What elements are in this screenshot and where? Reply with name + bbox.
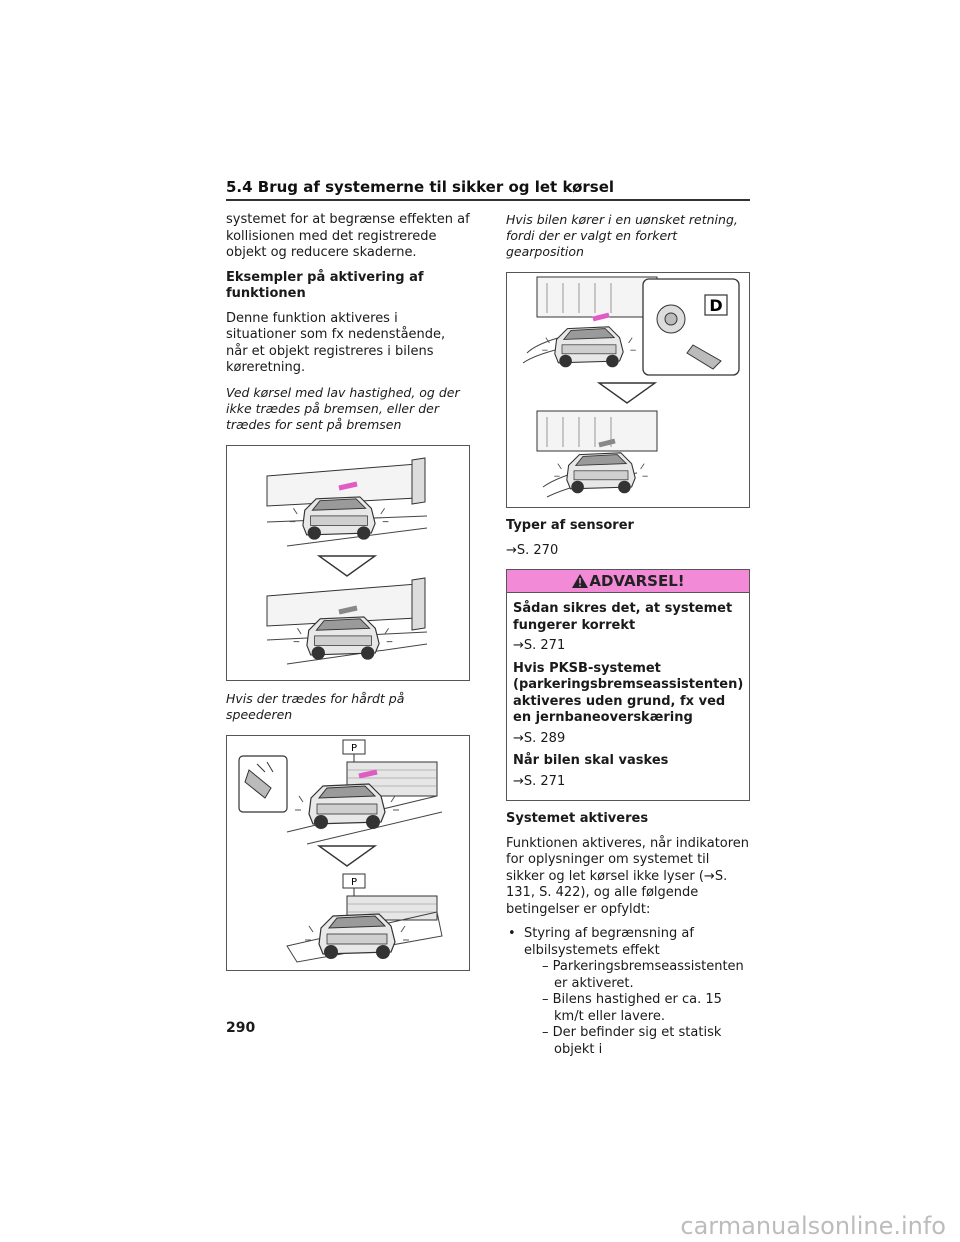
sub-conditions-list — [524, 959, 750, 1058]
illustration-wrong-gear — [506, 272, 750, 508]
warning-title-bar — [507, 570, 749, 593]
warning-body — [507, 593, 749, 800]
list-item: – Der befinder sig et statisk objekt i — [542, 1025, 722, 1057]
gear-position-label: D — [709, 296, 723, 315]
parking-sign-top: P — [350, 742, 358, 754]
caption-low-speed: Ved kørsel med lav hastighed, og der ikke trædes på bremsen, eller der trædes for sent på bremsen — [226, 384, 460, 432]
parking-sign-bottom: P — [350, 876, 358, 888]
conditions-list — [506, 926, 750, 1058]
warning-ref-2[interactable]: →S. 289 — [513, 730, 566, 746]
activation-heading: Systemet aktiveres — [506, 811, 649, 826]
activation-paragraph: Funktionen aktiveres, når indikatoren for oplysninger om systemet til sikker og let kørsel ikke lyser (→S. 131, S. 422), og alle følgende betingelser er opfyldt: — [506, 835, 750, 917]
warning-title: ADVARSEL! — [589, 571, 685, 590]
list-item: – Bilens hastighed er ca. 15 km/t eller lavere. — [542, 992, 722, 1024]
caption-accelerator: Hvis der trædes for hårdt på speederen — [226, 690, 405, 722]
warning-heading-2: Hvis PKSB-systemet (parkeringsbremseassistenten) aktiveres uden grund, fx ved en jernbaneoverskæring — [513, 660, 744, 725]
intro-paragraph: systemet for at begrænse effekten af kollisionen med det registrerede objekt og reducere skaderne. — [226, 212, 470, 260]
sensors-reference[interactable]: →S. 270 — [506, 542, 559, 558]
watermark: carmanualsonline.info — [680, 1212, 946, 1240]
warning-heading-3: Når bilen skal vaskes — [513, 753, 669, 768]
caption-wrong-gear: Hvis bilen kører i en uønsket retning, fordi der er valgt en forkert gearposition — [506, 212, 738, 259]
page-number: 290 — [226, 1020, 256, 1036]
warning-ref-3[interactable]: →S. 271 — [513, 773, 566, 789]
condition-bullet: Styring af begrænsning af elbilsystemets effekt — [524, 926, 694, 958]
sensors-heading: Typer af sensorer — [506, 518, 634, 533]
left-column — [226, 212, 470, 981]
warning-triangle-icon — [571, 573, 589, 589]
illustration-accelerator — [226, 735, 470, 971]
warning-heading-1: Sådan sikres det, at systemet fungerer korrekt — [513, 601, 733, 633]
warning-ref-1[interactable]: →S. 271 — [513, 638, 566, 653]
list-item: – Parkeringsbremseassistenten er aktiveret. — [542, 959, 744, 991]
right-column — [506, 212, 750, 1058]
illustration-low-speed — [226, 445, 470, 681]
examples-paragraph: Denne funktion aktiveres i situationer som fx nedenstående, når et objekt registreres i bilens køreretning. — [226, 310, 446, 375]
warning-box — [506, 569, 750, 801]
header-rule — [226, 199, 750, 201]
section-header: 5.4 Brug af systemerne til sikker og let kørsel — [226, 178, 615, 196]
list-item — [506, 926, 750, 1058]
examples-heading: Eksempler på aktivering af funktionen — [226, 269, 424, 301]
